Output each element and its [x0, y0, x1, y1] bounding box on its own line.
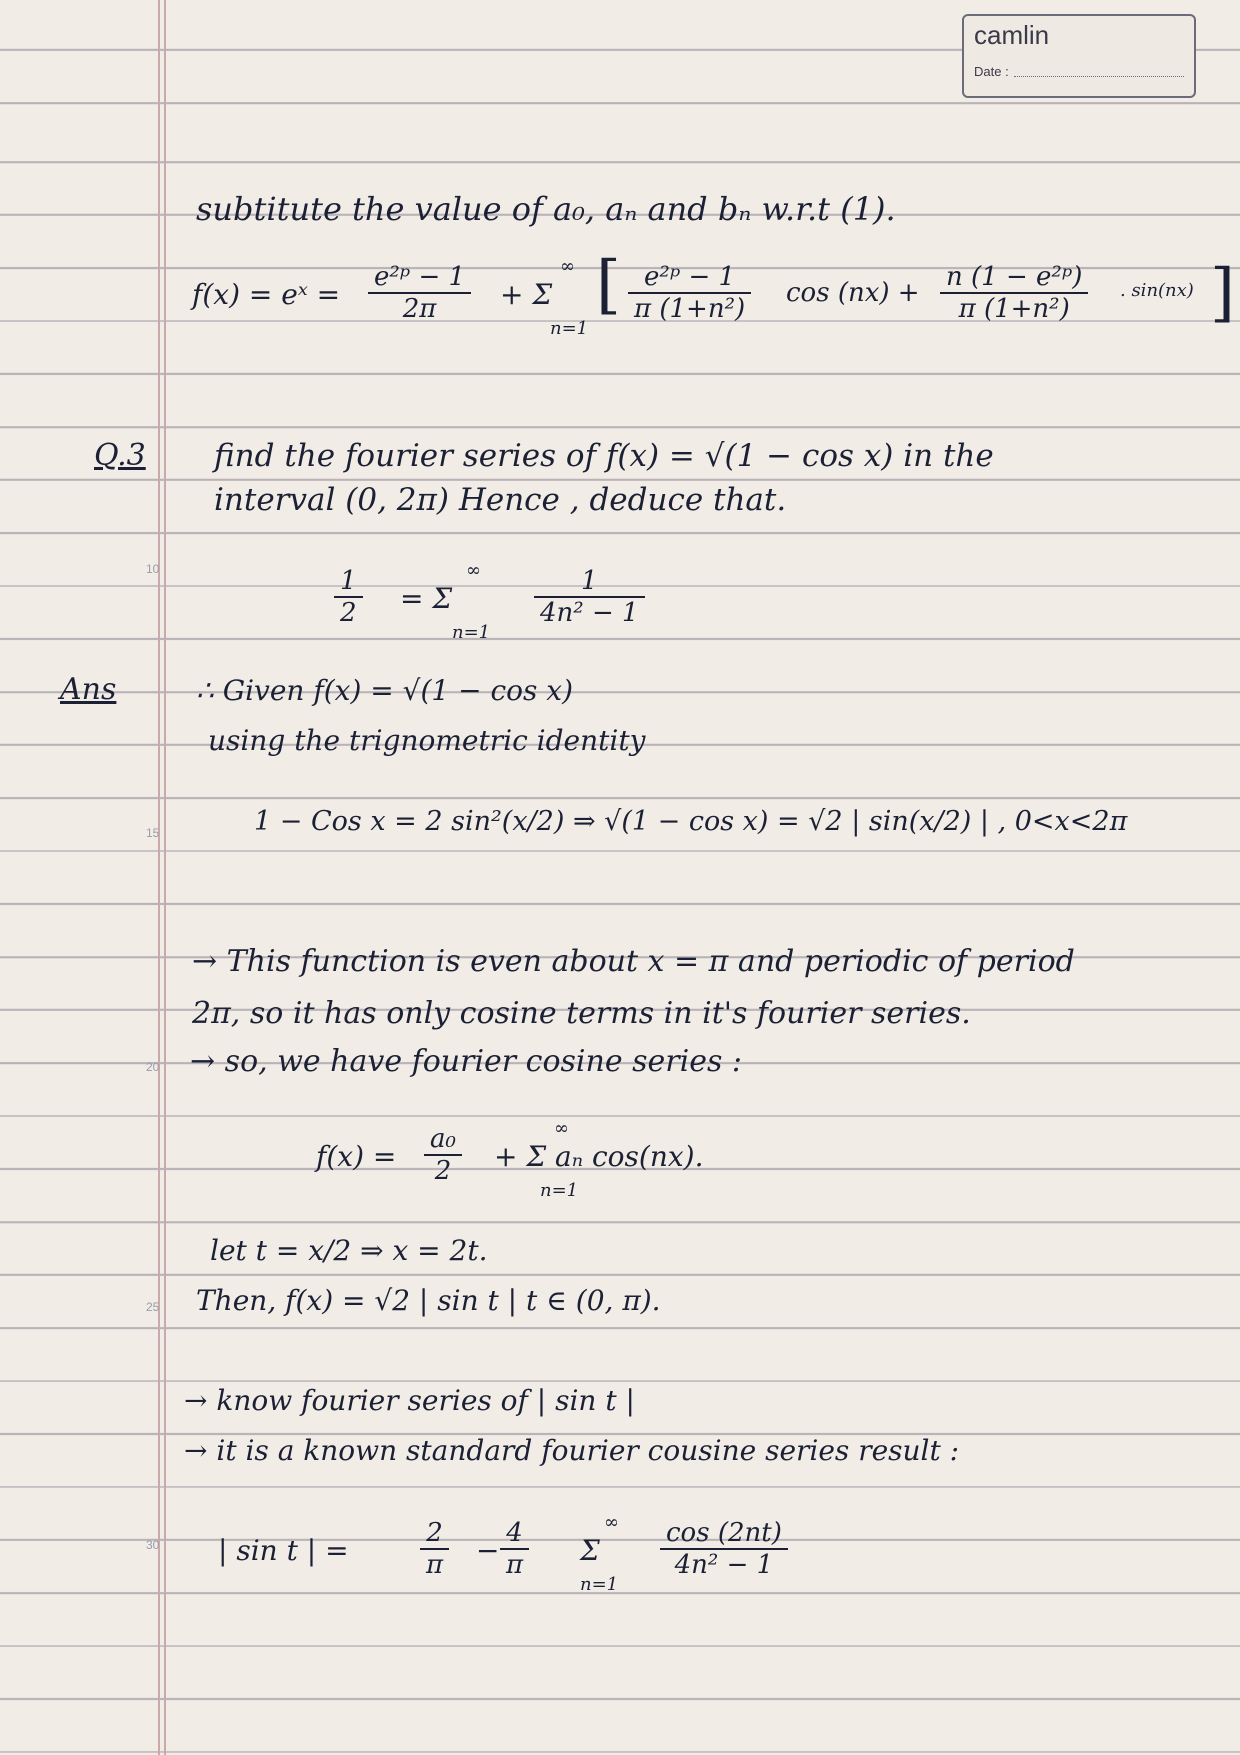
an-numerator: e²ᵖ − 1 — [644, 262, 736, 292]
cos2nt-denominator: 4n² − 1 — [660, 1548, 788, 1580]
given-line: ∴ Given f(x) = √(1 − cos x) — [196, 674, 573, 707]
sum4: Σ — [580, 1534, 600, 1567]
let-line: let t = x/2 ⇒ x = 2t. — [210, 1234, 488, 1267]
know-line-2: → it is a known standard fourier cousine series result : — [184, 1434, 960, 1467]
cos2nt-numerator: cos (2nt) — [666, 1518, 782, 1548]
minus-sign: − — [476, 1534, 500, 1567]
an-denominator: π (1+n²) — [628, 292, 751, 324]
sum3-sup: ∞ — [554, 1118, 569, 1139]
line-number: 25 — [146, 1300, 160, 1314]
sum3-sub: n=1 — [540, 1180, 579, 1201]
even-line-3: → so, we have fourier cosine series : — [190, 1044, 743, 1079]
line-number: 15 — [146, 826, 160, 840]
question-text: find the fourier series of f(x) = √(1 − cos x) in the — [214, 438, 994, 474]
two-over-pi — [420, 1518, 449, 1580]
even-line-2: 2π, so it has only cosine terms in it's fourier series. — [192, 996, 971, 1031]
substitute-line: subtitute the value of a₀, aₙ and bₙ w.r.t (1). — [196, 190, 896, 228]
fourier-a0-denominator: 2 — [424, 1154, 462, 1186]
fourier-a0-fraction — [424, 1124, 462, 1186]
bn-denominator: π (1+n²) — [940, 292, 1088, 324]
deduce-numerator: 1 — [581, 566, 598, 596]
sum1-sub: n=1 — [550, 318, 589, 339]
half-denominator: 2 — [334, 596, 363, 628]
sum1-sup: ∞ — [560, 256, 575, 277]
fourier-a0-numerator: a₀ — [430, 1124, 456, 1154]
pi-denominator-2: π — [500, 1548, 529, 1580]
pi-denominator: π — [420, 1548, 449, 1580]
bn-fraction — [940, 262, 1088, 324]
left-bracket: [ — [596, 248, 621, 322]
line-number: 30 — [146, 1538, 160, 1552]
fourier-rest: + Σ aₙ cos(nx). — [494, 1140, 704, 1173]
question-label: Q.3 — [94, 438, 146, 473]
then-line: Then, f(x) = √2 | sin t | t ∈ (0, π). — [196, 1284, 661, 1317]
half-fraction — [334, 566, 363, 628]
deduce-fraction — [534, 566, 645, 628]
margin-line — [158, 0, 160, 1755]
line-number: 20 — [146, 1060, 160, 1074]
know-line-1: → know fourier series of | sin t | — [184, 1384, 635, 1417]
two-numerator: 2 — [426, 1518, 443, 1548]
cos-term: cos (nx) + — [786, 278, 920, 308]
sum4-sub: n=1 — [580, 1574, 619, 1595]
a0-denominator: 2π — [368, 292, 471, 324]
an-fraction — [628, 262, 751, 324]
half-numerator: 1 — [340, 566, 357, 596]
even-line-1: → This function is even about x = π and periodic of period — [192, 944, 1075, 979]
fx-lhs: f(x) = eˣ = — [192, 278, 341, 311]
sum2-sub: n=1 — [452, 622, 491, 643]
sum2-sup: ∞ — [466, 560, 481, 581]
a0-fraction — [368, 262, 471, 324]
question-text-2: interval (0, 2π) Hence , deduce that. — [214, 482, 787, 518]
date-line — [1014, 76, 1184, 77]
four-numerator: 4 — [506, 1518, 523, 1548]
sum4-sup: ∞ — [604, 1512, 619, 1533]
deduce-denominator: 4n² − 1 — [534, 596, 645, 628]
answer-label: Ans — [60, 672, 117, 707]
brand-stamp — [962, 14, 1196, 98]
line-number: 10 — [146, 562, 160, 576]
bn-numerator: n (1 − e²ᵖ) — [946, 262, 1083, 292]
fourier-lhs: f(x) = — [316, 1140, 397, 1173]
right-bracket: ] — [1210, 256, 1235, 330]
sin-term: . sin(nx) — [1120, 280, 1194, 301]
brand-name: camlin — [974, 20, 1050, 50]
abs-sin-lhs: | sin t | = — [218, 1534, 349, 1567]
equals-sum: = Σ — [400, 582, 453, 615]
plus-sum: + Σ — [500, 278, 553, 311]
cos2nt-fraction — [660, 1518, 788, 1580]
margin-line-inner — [164, 0, 166, 1755]
a0-numerator: e²ᵖ − 1 — [374, 262, 466, 292]
using-line: using the trignometric identity — [208, 724, 646, 757]
date-label: Date : — [974, 64, 1009, 79]
identity-line: 1 − Cos x = 2 sin²(x/2) ⇒ √(1 − cos x) = √2 | sin(x/2) | , 0<x<2π — [254, 806, 1128, 837]
four-over-pi — [500, 1518, 529, 1580]
